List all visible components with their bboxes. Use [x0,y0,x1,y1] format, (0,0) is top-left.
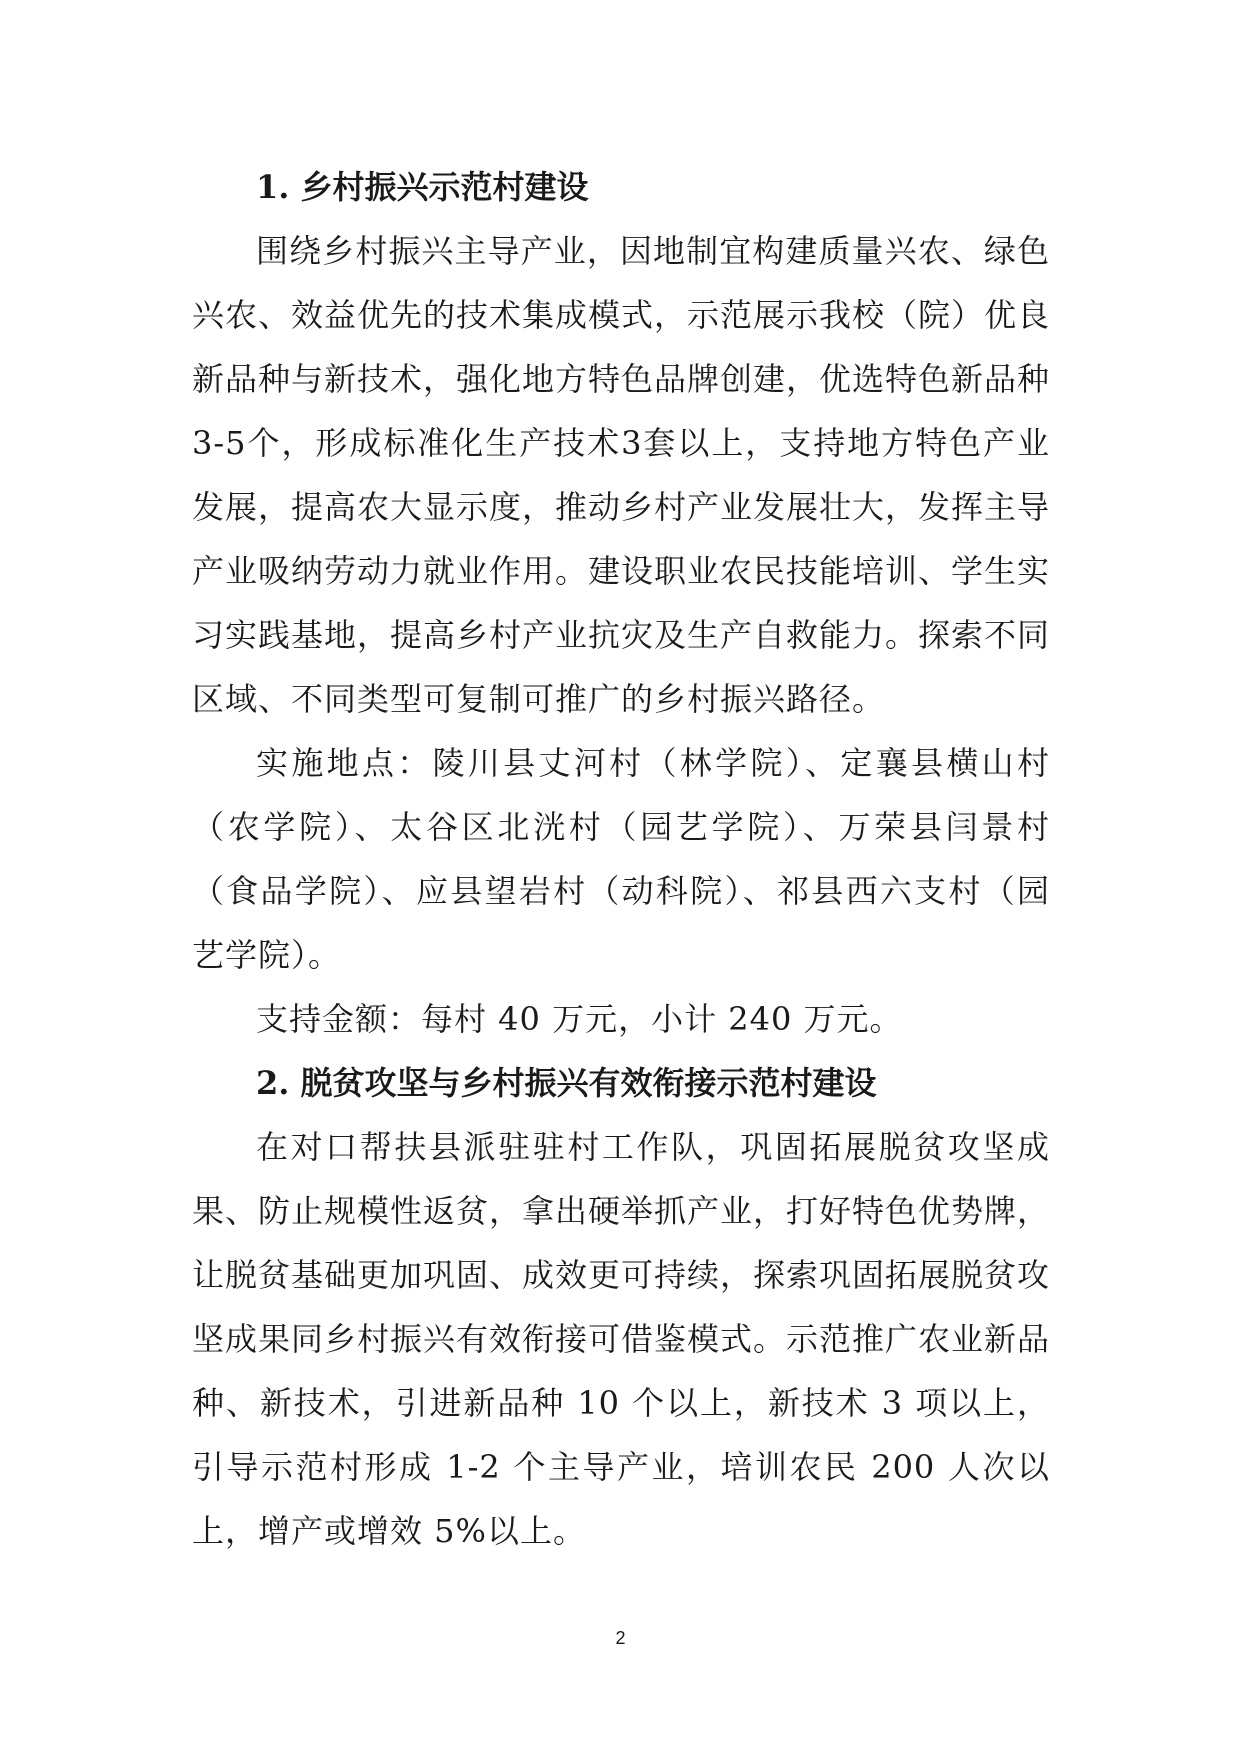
page-number: 2 [615,1628,626,1648]
section-2-paragraph-description: 在对口帮扶县派驻驻村工作队，巩固拓展脱贫攻坚成果、防止规模性返贫，拿出硬举抓产业，打好特色优势牌，让脱贫基础更加巩固、成效更可持续，探索巩固拓展脱贫攻坚成果同乡村振兴有效衔接可借鉴模式。示范推广农业新品种、新技术，引进新品种 10 个以上，新技术 3 项以上，引导示范村形成 1-2 个主导产业，培训农民 200 人次以上，增产或增效 5%以上。 [192,1128,1051,1550]
section-1-paragraph-locations: 实施地点：陵川县丈河村（林学院）、定襄县横山村（农学院）、太谷区北洸村（园艺学院）、万荣县闫景村（食品学院）、应县望岩村（动科院）、祁县西六支村（园艺学院）。 [192,744,1050,974]
section-heading-1: 1. 乡村振兴示范村建设 [256,168,589,206]
section-heading-2: 2. 脱贫攻坚与乡村振兴有效衔接示范村建设 [256,1064,877,1102]
document-body [192,155,1050,1563]
section-1-paragraph-funding: 支持金额：每村 40 万元，小计 240 万元。 [256,1000,903,1038]
section-1-paragraph-description: 围绕乡村振兴主导产业，因地制宜构建质量兴农、绿色兴农、效益优先的技术集成模式，示范展示我校（院）优良新品种与新技术，强化地方特色品牌创建，优选特色新品种3-5个，形成标准化生产技术3套以上，支持地方特色产业发展，提高农大显示度，推动乡村产业发展壮大，发挥主导产业吸纳劳动力就业作用。建设职业农民技能培训、学生实习实践基地，提高乡村产业抗灾及生产自救能力。探索不同区域、不同类型可复制可推广的乡村振兴路径。 [192,232,1051,718]
